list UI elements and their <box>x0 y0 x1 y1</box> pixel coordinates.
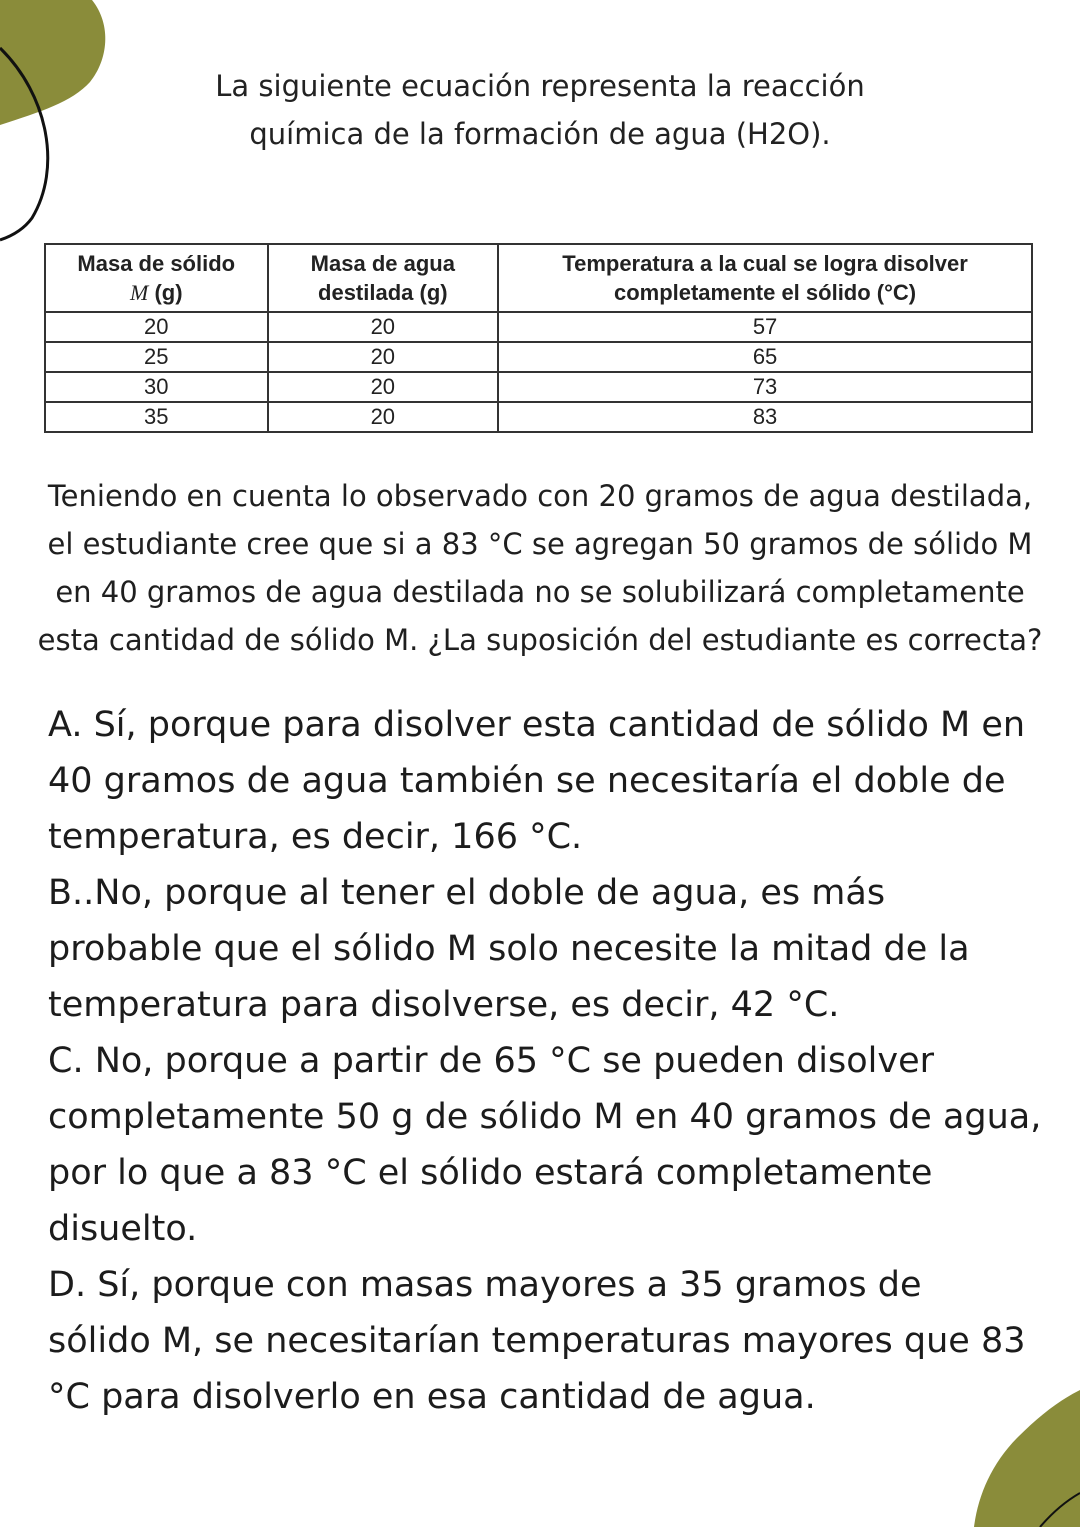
intro-line: química de la formación de agua (H2O). <box>249 117 831 151</box>
intro-text <box>160 62 920 158</box>
intro-line: La siguiente ecuación representa la reacción <box>215 69 865 103</box>
header-mass-solid: Masa de sólido M (g) <box>45 244 268 312</box>
table-row <box>45 342 1032 372</box>
answer-options <box>48 697 1058 1425</box>
table-row <box>45 402 1032 432</box>
option-a[interactable]: A. Sí, porque para disolver esta cantidad de sólido M en 40 gramos de agua también se necesitaría el doble de temperatura, es decir, 166 °C. <box>48 705 1026 857</box>
table-header-row <box>45 244 1032 312</box>
cell-mass-water: 20 <box>268 312 499 342</box>
question-line: el estudiante cree que si a 83 °C se agregan 50 gramos de sólido M <box>47 527 1033 561</box>
cell-mass-solid: 30 <box>45 372 268 402</box>
cell-mass-water: 20 <box>268 372 499 402</box>
cell-temperature: 73 <box>498 372 1032 402</box>
header-mass-water: Masa de agua destilada (g) <box>268 244 499 312</box>
cell-mass-water: 20 <box>268 342 499 372</box>
cell-temperature: 65 <box>498 342 1032 372</box>
cell-temperature: 57 <box>498 312 1032 342</box>
question-line: esta cantidad de sólido M. ¿La suposición del estudiante es correcta? <box>37 623 1043 657</box>
decorative-blob-top-left <box>0 0 120 250</box>
cell-mass-water: 20 <box>268 402 499 432</box>
option-c[interactable]: C. No, porque a partir de 65 °C se pueden disolver completamente 50 g de sólido M en 40 gramos de agua, por lo que a 83 °C el sólido estará completamente disuelto. <box>48 1041 1042 1249</box>
header-temperature: Temperatura a la cual se logra disolver completamente el sólido (°C) <box>498 244 1032 312</box>
question-text <box>16 472 1064 664</box>
option-b[interactable]: B..No, porque al tener el doble de agua, es más probable que el sólido M solo necesite la mitad de la temperatura para disolverse, es decir, 42 °C. <box>48 873 970 1025</box>
cell-mass-solid: 20 <box>45 312 268 342</box>
table-row <box>45 312 1032 342</box>
table-row <box>45 372 1032 402</box>
cell-temperature: 83 <box>498 402 1032 432</box>
cell-mass-solid: 25 <box>45 342 268 372</box>
question-line: en 40 gramos de agua destilada no se solubilizará completamente <box>55 575 1025 609</box>
question-line: Teniendo en cuenta lo observado con 20 gramos de agua destilada, <box>47 479 1033 513</box>
option-d[interactable]: D. Sí, porque con masas mayores a 35 gramos de sólido M, se necesitarían temperaturas mayores que 83 °C para disolverlo en esa cantidad de agua. <box>48 1265 1026 1417</box>
cell-mass-solid: 35 <box>45 402 268 432</box>
data-table <box>44 243 1033 433</box>
